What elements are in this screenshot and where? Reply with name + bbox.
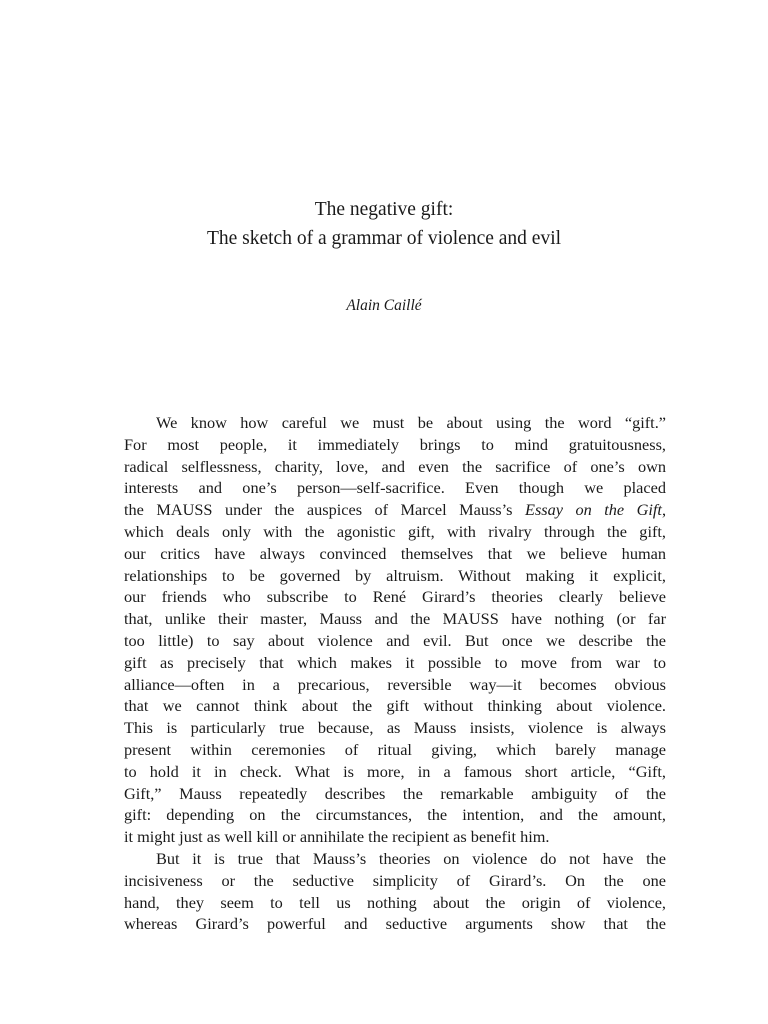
text-line: too little) to say about violence and evil. But once we describe the — [124, 630, 666, 650]
text-line: our critics have always convinced themselves that we believe human — [124, 543, 666, 563]
text-line: Gift,” Mauss repeatedly describes the remarkable ambiguity of the — [124, 783, 666, 803]
text-line: it might just as well kill or annihilate the recipient as benefit him. — [124, 827, 550, 847]
text-line: hand, they seem to tell us nothing about the origin of violence, — [124, 892, 666, 912]
text-line: to hold it in check. What is more, in a famous short article, “Gift, — [124, 761, 666, 781]
text-line: interests and one’s person—self-sacrifice. Even though we placed — [124, 478, 666, 498]
chapter-title-line-1: The negative gift: — [314, 199, 454, 220]
author-name: Alain Caillé — [346, 297, 422, 314]
text-line-with-italic — [124, 499, 666, 521]
body-text — [124, 412, 666, 935]
text-line: that, unlike their master, Mauss and the MAUSS have nothing (or far — [124, 609, 666, 629]
text-line: that we cannot think about the gift without thinking about violence. — [124, 696, 666, 716]
text-line: alliance—often in a precarious, reversible way—it becomes obvious — [124, 674, 666, 694]
text-line: whereas Girard’s powerful and seductive arguments show that the — [124, 914, 666, 934]
text-line: This is particularly true because, as Mauss insists, violence is always — [124, 718, 666, 738]
text-line: But it is true that Mauss’s theories on violence do not have the — [156, 848, 666, 868]
book-title-italic: Essay on the Gift — [525, 500, 662, 520]
chapter-title-line-2: The sketch of a grammar of violence and evil — [206, 228, 562, 249]
paragraph-1 — [124, 412, 666, 848]
paragraph-2 — [124, 848, 666, 935]
text-fragment: the MAUSS under the auspices of Marcel Mauss’s — [124, 500, 513, 520]
chapter-title — [0, 195, 768, 253]
text-line: which deals only with the agonistic gift, with rivalry through the gift, — [124, 521, 666, 541]
text-line: gift as precisely that which makes it possible to move from war to — [124, 652, 666, 672]
text-line: gift: depending on the circumstances, the intention, and the amount, — [124, 805, 666, 825]
text-line: present within ceremonies of ritual giving, which barely manage — [124, 739, 666, 759]
text-line: For most people, it immediately brings to mind gratuitousness, — [124, 434, 666, 454]
text-line: relationships to be governed by altruism. Without making it explicit, — [124, 565, 666, 585]
text-line: incisiveness or the seductive simplicity of Girard’s. On the one — [124, 870, 666, 890]
text-line: We know how careful we must be about using the word “gift.” — [156, 413, 666, 432]
text-line: radical selflessness, charity, love, and even the sacrifice of one’s own — [124, 456, 666, 476]
text-line: our friends who subscribe to René Girard’s theories clearly believe — [124, 587, 666, 607]
text-fragment: , — [661, 500, 667, 520]
